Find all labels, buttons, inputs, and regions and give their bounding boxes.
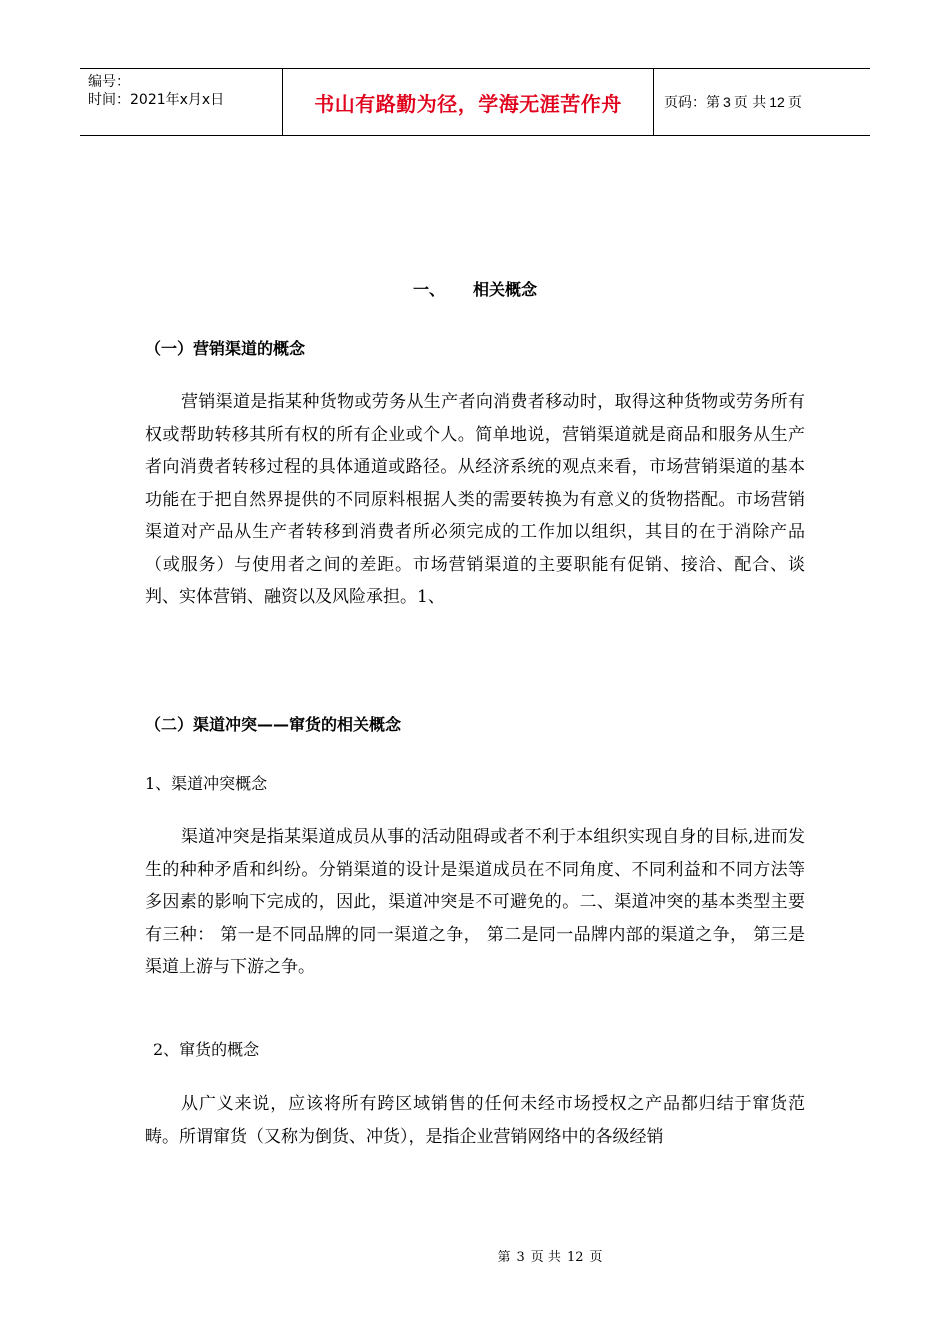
- paragraph-channel-conflict: 渠道冲突是指某渠道成员从事的活动阻碍或者不利于本组织实现自身的目标,进而发生的种种矛盾和纠纷。分销渠道的设计是渠道成员在不同角度、不同利益和不同方法等多因素的影响下完成的，因此，渠道冲突是不可避免的。二、渠道冲突的基本类型主要有三种： 第一是不同品牌的同一渠道之争， 第二是同一品牌内部的渠道之争， 第三是渠道上游与下游之争。: [145, 827, 805, 977]
- page-total: 12: [769, 94, 785, 110]
- page-prefix: 页码：第: [664, 95, 720, 111]
- paragraph-marketing-channel: 营销渠道是指某种货物或劳务从生产者向消费者移动时，取得这种货物或劳务所有权或帮助转移其所有权的所有企业或个人。简单地说，营销渠道就是商品和服务从生产者向消费者转移过程的具体通道或路径。从经济系统的观点来看，市场营销渠道的基本功能在于把自然界提供的不同原料根据人类的需要转换为有意义的货物搭配。市场营销渠道对产品从生产者转移到消费者所必须完成的工作加以组织，其目的在于消除产品（或服务）与使用者之间的差距。市场营销渠道的主要职能有促销、接洽、配合、谈判、实体营销、融资以及风险承担。1、: [145, 392, 805, 607]
- section-number: 一、: [412, 280, 445, 299]
- item2-heading: 2、窜货的概念: [153, 1040, 260, 1059]
- footer-suffix: 页: [589, 1250, 603, 1265]
- page-suffix: 页: [787, 95, 802, 111]
- item1-heading: 1、渠道冲突概念: [145, 774, 268, 793]
- header-motto-cell: [282, 69, 654, 135]
- header-page-info: [654, 69, 870, 135]
- page-footer: [0, 1246, 950, 1265]
- paragraph-cross-selling: 从广义来说，应该将所有跨区域销售的任何未经市场授权之产品都归结于窜货范畴。所谓窜货（又称为倒货、冲货），是指企业营销网络中的各级经销: [145, 1094, 805, 1147]
- footer-prefix: 第: [497, 1250, 511, 1265]
- page-current: 3: [723, 94, 731, 110]
- subsection-heading-1: （一）营销渠道的概念: [145, 339, 306, 358]
- section-title: [145, 277, 805, 300]
- page-header: [80, 68, 870, 136]
- date-line: 时间：2021年x月x日: [88, 92, 225, 108]
- page-mid: 页 共: [733, 95, 767, 111]
- footer-mid: 页 共: [530, 1250, 561, 1265]
- header-meta: [80, 69, 282, 135]
- footer-current: 3: [516, 1250, 525, 1265]
- footer-total: 12: [566, 1250, 584, 1265]
- header-motto: 书山有路勤为径，学海无涯苦作舟: [314, 91, 622, 116]
- serial-label: 编号：: [88, 74, 130, 90]
- subsection-heading-2: （二）渠道冲突——窜货的相关概念: [145, 715, 402, 734]
- section-title-text: 相关概念: [473, 280, 538, 299]
